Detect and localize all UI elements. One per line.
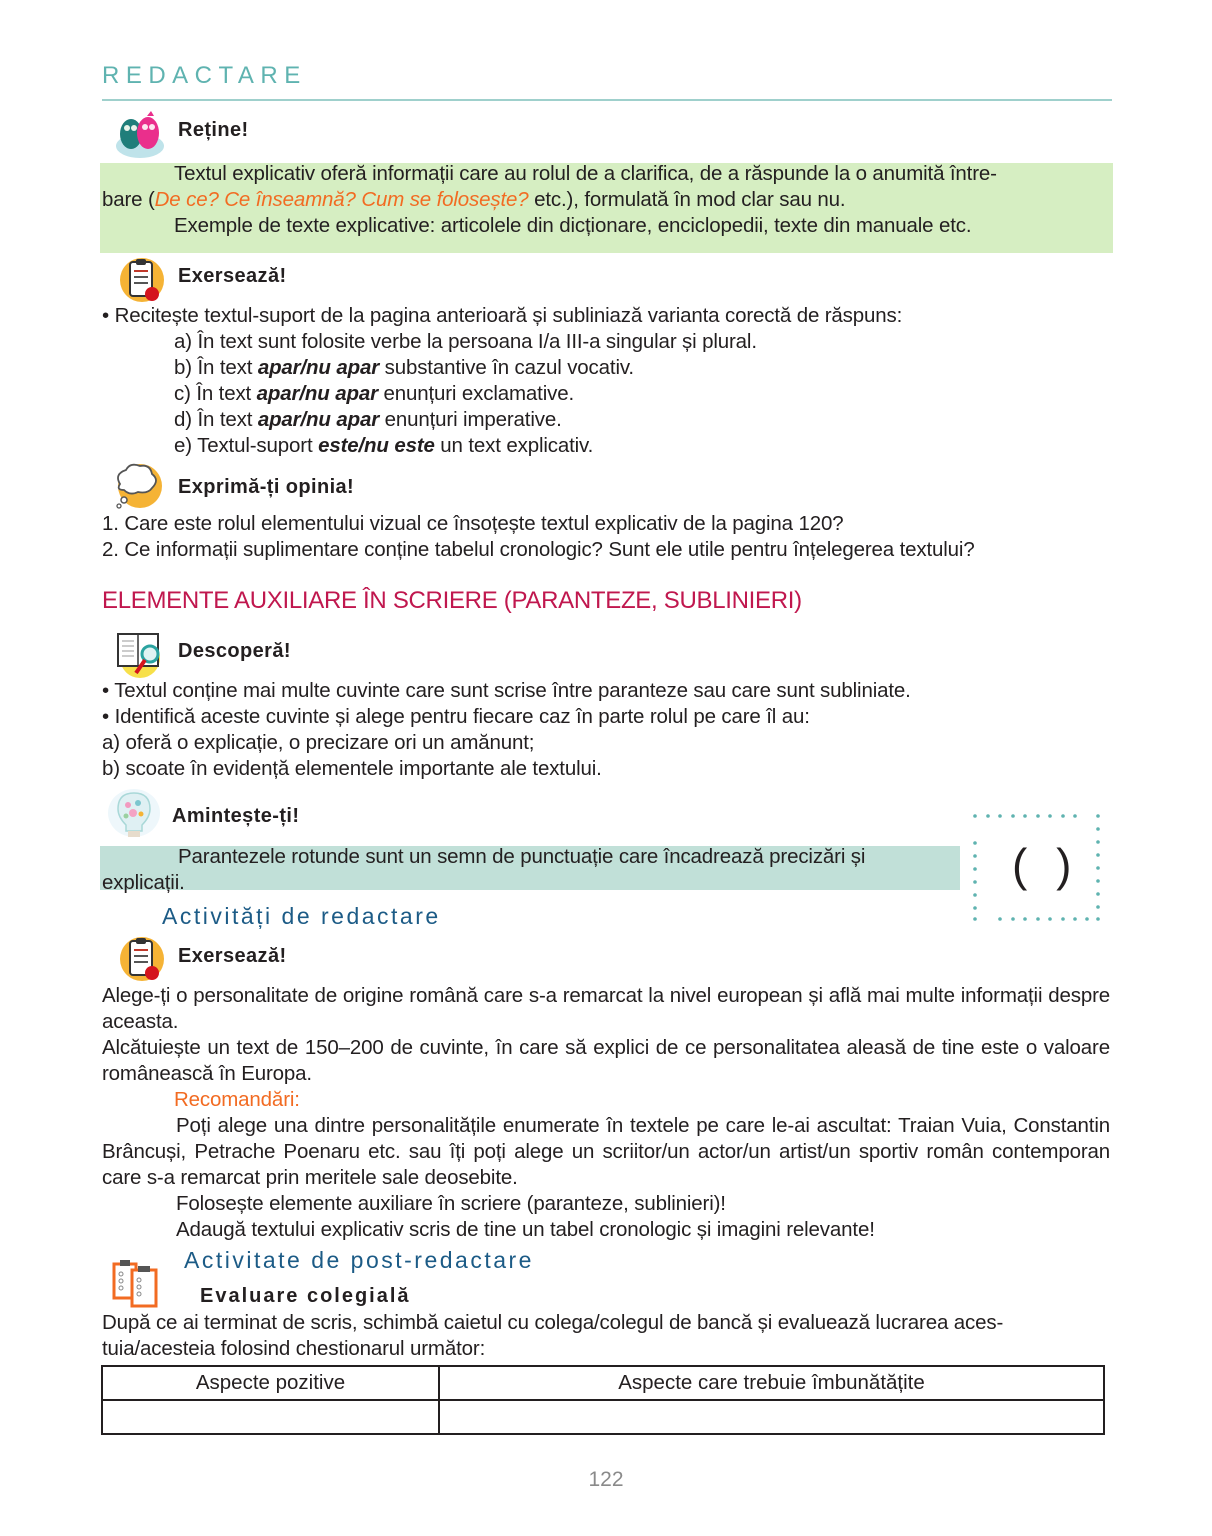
recomandare-3: Adaugă textului explicativ scris de tine un tabel cronologic și imagini relevante! (176, 1218, 875, 1241)
exerseaza-2-title: Exersează! (178, 945, 287, 967)
aminteste-line-1: Parantezele rotunde sunt un semn de punctuație care încadrează precizări și (178, 845, 866, 868)
list-item: d) În text apar/nu apar enunțuri imperative. (174, 408, 562, 431)
book-magnifier-icon (112, 628, 168, 680)
aminteste-text (102, 844, 962, 896)
post-text (102, 1310, 1112, 1362)
recomandare-1: Poți alege una dintre personalitățile enumerate în textele pe care le-ai ascultat: Traian Vuia, Constantin Brâncuși, Petrache Poenaru etc. sau îți poți alege un scriitor/un actor/un artist/un sportiv român contemporan care s-a remarcat prin meritele sale deosebite. (102, 1114, 1110, 1189)
question-examples: De ce? Ce înseamnă? Cum se folosește? (154, 188, 529, 211)
lightbulb-icon (106, 789, 162, 841)
opinie-title: Exprimă-ți opinia! (178, 476, 355, 498)
question-2: 2. Ce informații suplimentare conține tabelul cronologic? Sunt ele utile pentru înțelegerea textului? (102, 538, 975, 561)
clipboard-apple-icon (112, 254, 168, 306)
table-header-cell: Aspecte care trebuie îmbunătățite (439, 1366, 1104, 1400)
recomandare-2: Folosește elemente auxiliare în scriere (paranteze, sublinieri)! (176, 1192, 726, 1215)
exerseaza-title: Exersează! (178, 265, 287, 287)
header-rule (102, 99, 1112, 101)
evaluare-subtitle: Evaluare colegială (200, 1285, 411, 1307)
exerseaza-intro: • Recitește textul-suport de la pagina anterioară și subliniază varianta corectă de răspuns: (102, 304, 903, 327)
list-item: • Textul conține mai multe cuvinte care sunt scrise între paranteze sau care sunt subliniate. (102, 679, 911, 702)
aminteste-line-2: explicații. (102, 871, 185, 894)
exerseaza-list (102, 303, 1112, 459)
table-cell[interactable] (439, 1400, 1104, 1434)
post-p1: După ce ai terminat de scris, schimbă caietul cu colega/colegul de bancă și evaluează lucrarea aces- (102, 1311, 1004, 1334)
activitati-p1: Alege-ți o personalitate de origine română care s-a remarcat la nivel european și află mai multe informații despre aceasta. (102, 984, 1110, 1033)
list-item: a) În text sunt folosite verbe la persoana I/a III-a singular și plural. (174, 330, 757, 353)
list-item: c) În text apar/nu apar enunțuri exclamative. (174, 382, 575, 405)
list-item: b) În text apar/nu apar substantive în cazul vocativ. (174, 356, 634, 379)
opinie-questions (102, 511, 1112, 563)
retine-text (102, 161, 1112, 239)
aminteste-title: Amintește-ți! (172, 805, 300, 827)
thought-cloud-icon (108, 460, 164, 512)
list-item: • Identifică aceste cuvinte și alege pentru fiecare caz în parte rolul pe care îl au: (102, 705, 810, 728)
table-row (102, 1400, 1104, 1434)
retine-p1: Textul explicativ oferă informații care au rolul de a clarifica, de a răspunde la o anumită între- (174, 162, 997, 185)
section-title: REDACTARE (102, 62, 307, 89)
table-header-cell: Aspecte pozitive (102, 1366, 439, 1400)
clipboards-icon (108, 1256, 164, 1308)
retine-p2: Exemple de texte explicative: articolele din dicționare, enciclopedii, texte din manuale etc. (174, 214, 972, 237)
clipboard-apple-icon (112, 933, 168, 985)
descopera-list (102, 678, 1112, 782)
activitati-heading: Activități de redactare (162, 903, 441, 929)
elemente-heading: ELEMENTE AUXILIARE ÎN SCRIERE (PARANTEZE, SUBLINIERI) (102, 587, 802, 614)
list-item: b) scoate în evidență elementele importante ale textului. (102, 757, 602, 780)
post-heading: Activitate de post-redactare (184, 1247, 534, 1273)
activitati-p2: Alcătuiește un text de 150–200 de cuvinte, în care să explici de ce personalitatea aleasă de tine este o valoare românească în Europa. (102, 1036, 1110, 1085)
parentheses-symbol: ( ) (1012, 839, 1080, 891)
owls-icon (112, 106, 168, 158)
list-item: e) Textul-suport este/nu este un text explicativ. (174, 434, 594, 457)
recomandari-label: Recomandări: (174, 1088, 300, 1111)
activitati-text (102, 983, 1110, 1243)
question-1: 1. Care este rolul elementului vizual ce însoțește textul explicativ de la pagina 120? (102, 512, 844, 535)
table-header-row (102, 1366, 1104, 1400)
post-p2: tuia/acesteia folosind chestionarul următor: (102, 1337, 486, 1360)
retine-title: Reține! (178, 119, 249, 141)
table-cell[interactable] (102, 1400, 439, 1434)
list-item: a) oferă o explicație, o precizare ori un amănunt; (102, 731, 535, 754)
evaluation-table (101, 1365, 1105, 1435)
descopera-title: Descoperă! (178, 640, 291, 662)
page-number: 122 (588, 1468, 624, 1491)
retine-p1-line2: bare (De ce? Ce înseamnă? Cum se folosește? etc.), formulată în mod clar sau nu. (102, 188, 846, 211)
